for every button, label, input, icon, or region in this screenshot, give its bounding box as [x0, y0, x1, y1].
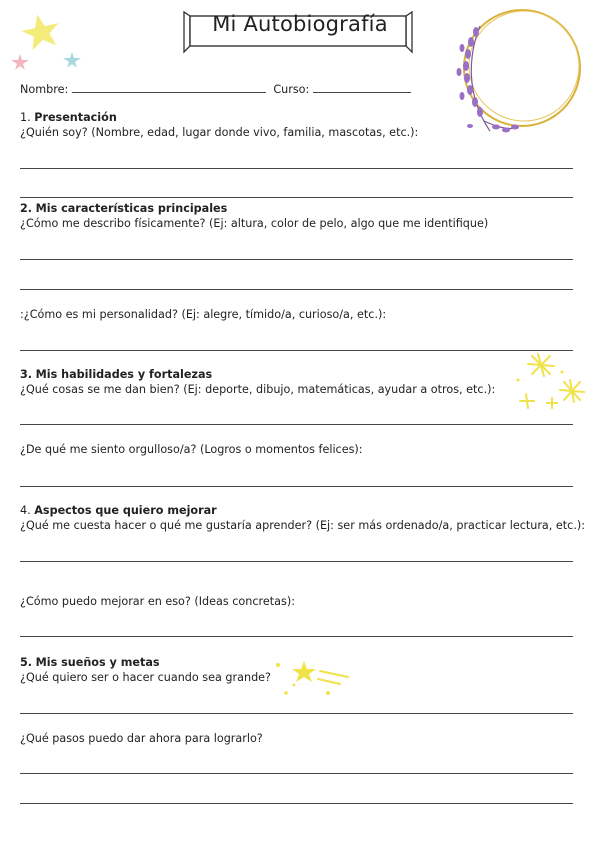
shooting-star-icon: [272, 655, 358, 701]
answer-line[interactable]: [20, 424, 573, 425]
answer-line[interactable]: [20, 350, 573, 351]
decorative-stars-top-left: [8, 10, 88, 75]
section-4-question-2: ¿Cómo puedo mejorar en eso? (Ideas concretas):: [20, 595, 295, 608]
answer-line[interactable]: [20, 773, 573, 774]
page-title: Mi Autobiografía: [212, 12, 388, 36]
name-field-row: [20, 81, 411, 97]
pink-star-icon: [11, 54, 29, 70]
section-4-question-1: ¿Qué me cuesta hacer o qué me gustaría aprender? (Ej: ser más ordenado/a, practicar lectura, etc.):: [20, 519, 586, 532]
answer-line[interactable]: [20, 486, 573, 487]
section-2-heading: 2. Mis características principales: [20, 202, 228, 215]
yellow-star-icon: [19, 10, 63, 51]
name-input-line[interactable]: [72, 81, 266, 93]
course-input-line[interactable]: [313, 81, 411, 93]
section-5-heading: 5. Mis sueños y metas: [20, 656, 160, 669]
course-label: Curso:: [273, 83, 310, 96]
section-1-question-1: ¿Quién soy? (Nombre, edad, lugar donde vivo, familia, mascotas, etc.):: [20, 126, 419, 139]
section-4-heading: 4. Aspectos que quiero mejorar: [20, 504, 217, 517]
answer-line[interactable]: [20, 803, 573, 804]
answer-line[interactable]: [20, 289, 573, 290]
answer-line[interactable]: [20, 713, 573, 714]
answer-line[interactable]: [20, 197, 573, 198]
section-2-question-2: :¿Cómo es mi personalidad? (Ej: alegre, tímido/a, curioso/a, etc.):: [20, 308, 387, 321]
yellow-sparkles-icon: [512, 350, 596, 416]
answer-line[interactable]: [20, 259, 573, 260]
name-label: Nombre:: [20, 83, 69, 96]
gold-wreath-illustration: [440, 6, 590, 144]
answer-line[interactable]: [20, 168, 573, 169]
section-1-heading: 1. Presentación: [20, 111, 117, 124]
answer-line[interactable]: [20, 636, 573, 637]
section-3-question-2: ¿De qué me siento orgulloso/a? (Logros o momentos felices):: [20, 443, 363, 456]
blue-star-icon: [63, 52, 81, 68]
section-3-question-1: ¿Qué cosas se me dan bien? (Ej: deporte, dibujo, matemáticas, ayudar a otros, etc.):: [20, 383, 496, 396]
section-2-question-1: ¿Cómo me describo físicamente? (Ej: altura, color de pelo, algo que me identifique): [20, 217, 489, 230]
answer-line[interactable]: [20, 561, 573, 562]
section-3-heading: 3. Mis habilidades y fortalezas: [20, 368, 213, 381]
section-5-question-2: ¿Qué pasos puedo dar ahora para lograrlo?: [20, 732, 263, 745]
lavender-sprig-icon: [457, 26, 520, 133]
section-5-question-1: ¿Qué quiero ser o hacer cuando sea grande?: [20, 671, 271, 684]
